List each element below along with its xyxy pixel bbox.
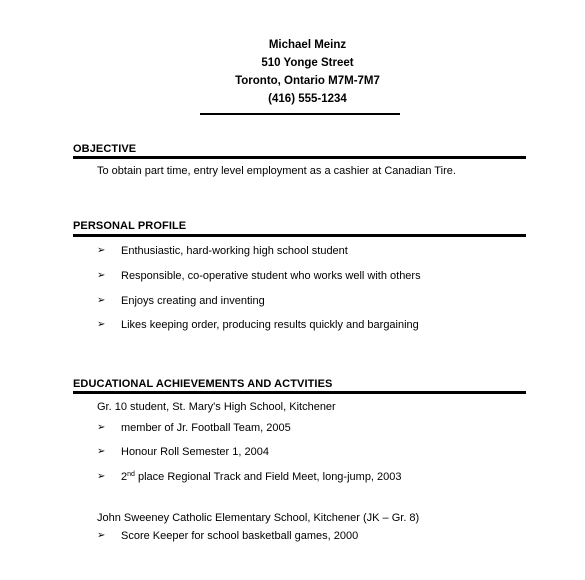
phone-number: (416) 555-1234 [268,93,347,105]
education-divider [73,391,526,394]
high-school-entry: Gr. 10 student, St. Mary's High School, Kitchener [97,401,336,413]
city-address: Toronto, Ontario M7M-7M7 [235,75,380,87]
objective-heading: OBJECTIVE [73,143,137,155]
bullet-arrow-icon: ➢ [97,446,106,457]
award-ordinal-suffix: nd [127,471,135,478]
profile-item: Enjoys creating and inventing [121,295,265,307]
bullet-arrow-icon: ➢ [97,245,106,256]
header-divider [200,113,400,115]
street-address: 510 Yonge Street [261,57,354,69]
education-item: Score Keeper for school basketball games, 2000 [121,530,359,542]
bullet-arrow-icon: ➢ [97,295,106,306]
bullet-arrow-icon: ➢ [97,270,106,281]
bullet-arrow-icon: ➢ [97,530,106,541]
contact-header [0,36,585,108]
education-heading: EDUCATIONAL ACHIEVEMENTS AND ACTVITIES [73,378,333,390]
profile-item: Likes keeping order, producing results quickly and bargaining [121,319,419,331]
bullet-arrow-icon: ➢ [97,471,106,482]
bullet-arrow-icon: ➢ [97,319,106,330]
profile-divider [73,234,526,237]
bullet-arrow-icon: ➢ [97,422,106,433]
award-text: place Regional Track and Field Meet, long-jump, 2003 [134,471,402,483]
profile-heading: PERSONAL PROFILE [73,220,187,232]
applicant-name: Michael Meinz [268,39,347,51]
profile-item: Enthusiastic, hard-working high school student [121,245,348,257]
education-item: member of Jr. Football Team, 2005 [121,422,291,434]
objective-text: To obtain part time, entry level employment as a cashier at Canadian Tire. [97,165,456,177]
objective-divider [73,156,526,159]
elementary-school-entry: John Sweeney Catholic Elementary School, Kitchener (JK – Gr. 8) [97,512,420,524]
education-item-award [121,471,402,483]
profile-item: Responsible, co-operative student who works well with others [121,270,421,282]
award-ordinal: 2 [121,471,128,483]
education-item: Honour Roll Semester 1, 2004 [121,446,269,458]
